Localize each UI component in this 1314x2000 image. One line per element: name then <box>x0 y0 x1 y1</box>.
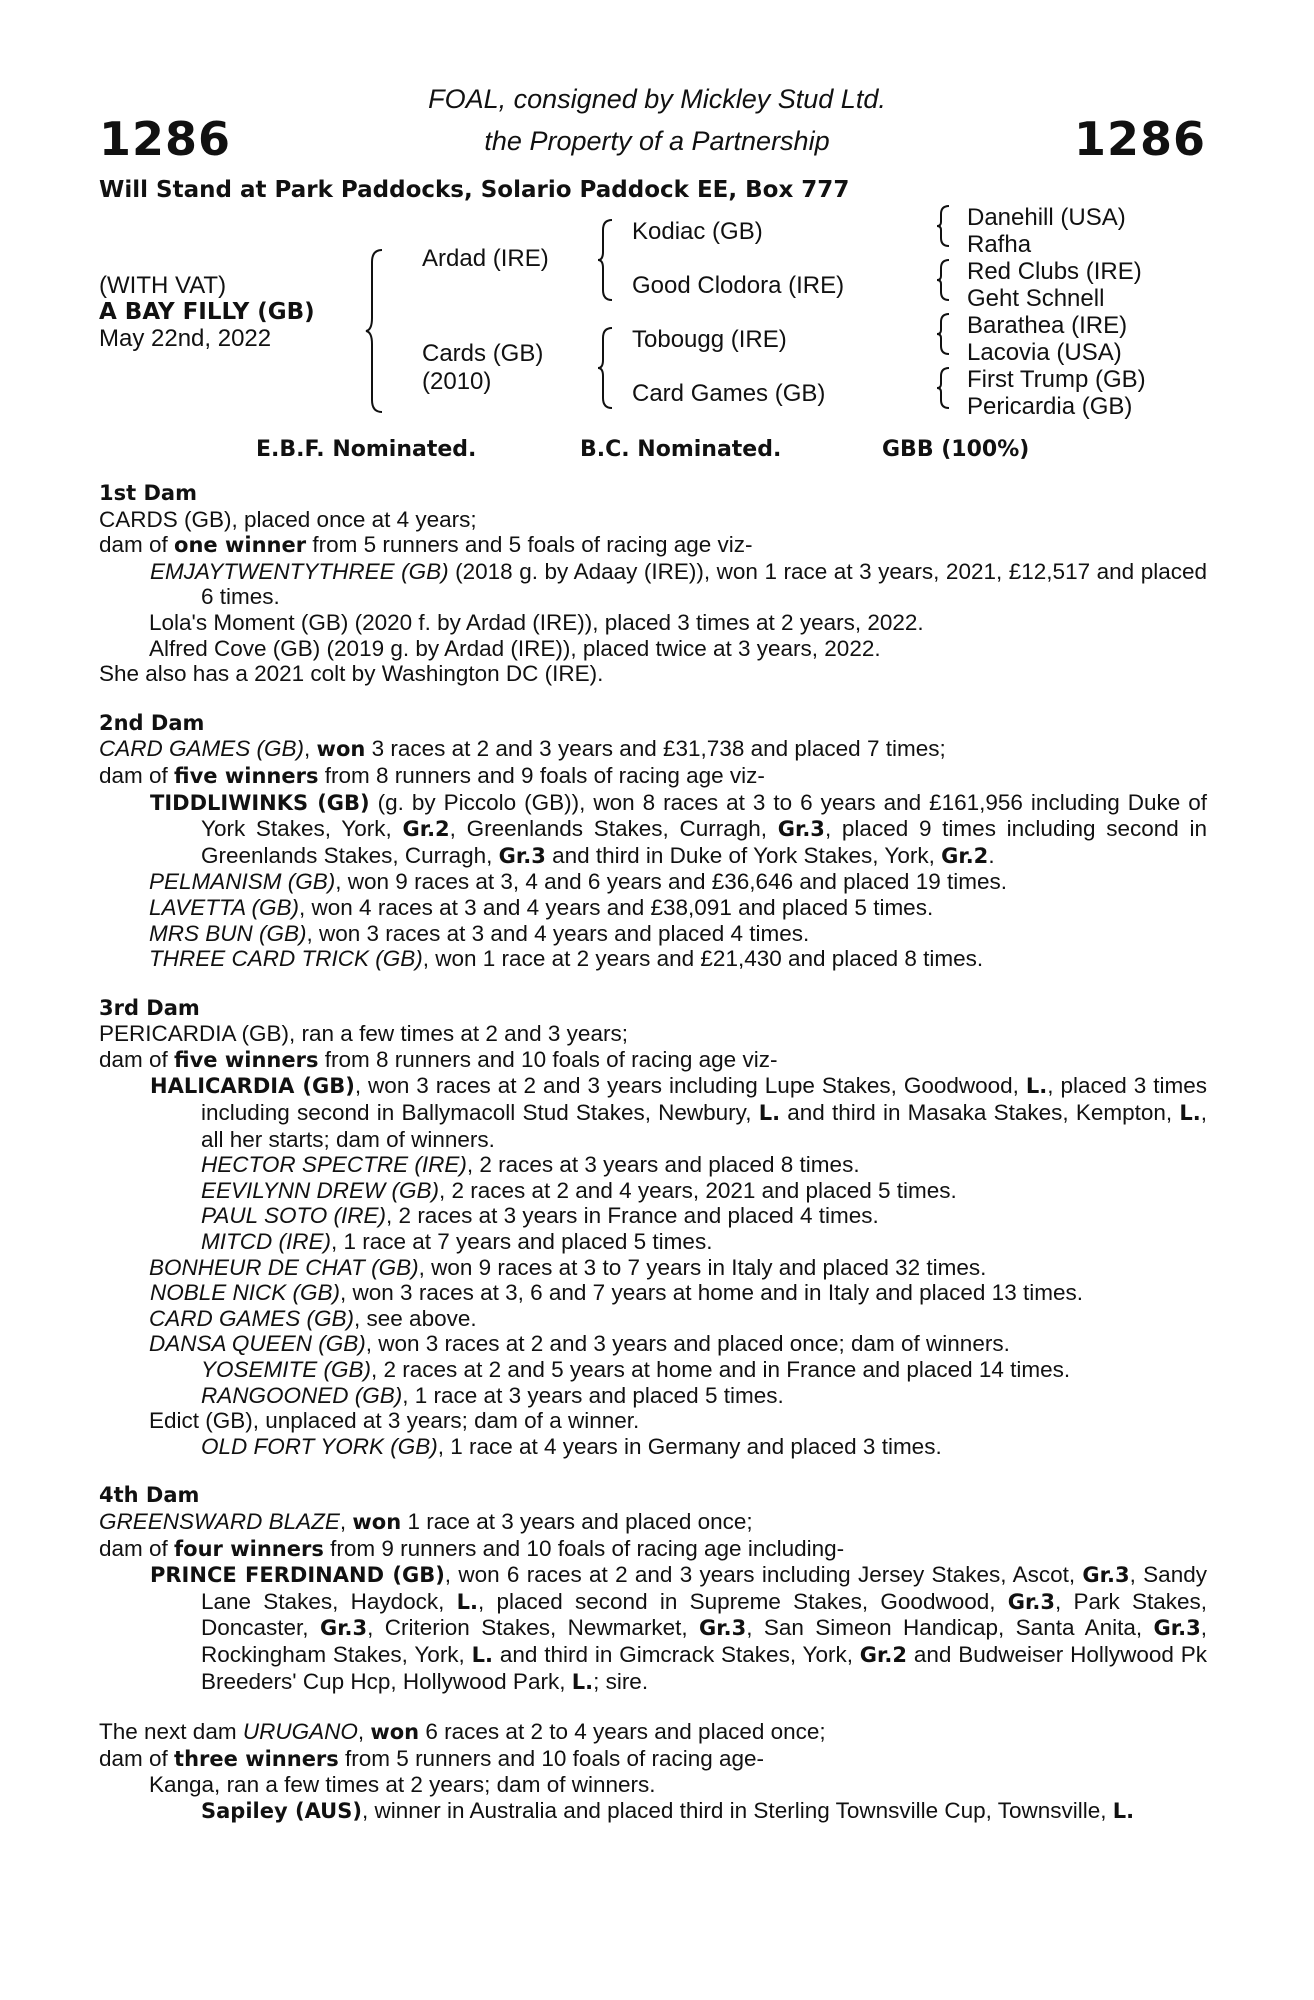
great-grandsire-4: Geht Schnell <box>967 285 1105 312</box>
first-dam-line: CARDS (GB), placed once at 4 years; <box>99 506 477 532</box>
great-grandsire-2: Rafha <box>967 231 1032 258</box>
progeny-entry: LAVETTA (GB), won 4 races at 3 and 4 years and £38,091 and placed 5 times. <box>149 894 934 920</box>
progeny-entry: Lola's Moment (GB) (2020 f. by Ardad (IRE)), placed 3 times at 2 years, 2022. <box>149 609 924 635</box>
next-dam-produce-line: dam of three winners from 5 runners and 10 foals of racing age- <box>99 1745 765 1771</box>
first-dam-produce-line: dam of one winner from 5 runners and 5 foals of racing age viz- <box>99 532 753 558</box>
grandsire-2: Good Clodora (IRE) <box>632 272 845 299</box>
progeny-entry: CARD GAMES (GB), see above. <box>149 1305 477 1331</box>
fourth-dam-heading: 4th Dam <box>99 1483 200 1508</box>
grandsire-3: Tobougg (IRE) <box>632 326 787 353</box>
bc-nomination: B.C. Nominated. <box>580 437 782 462</box>
lot-number-right: 1286 <box>1073 112 1206 166</box>
subject-name: A BAY FILLY (GB) <box>99 299 315 325</box>
grandsire-4: Card Games (GB) <box>632 380 826 407</box>
gbb-status: GBB (100%) <box>882 437 1030 462</box>
property-line: the Property of a Partnership <box>484 126 830 156</box>
sire-parents-brace <box>596 218 616 302</box>
first-dam-heading: 1st Dam <box>99 481 197 505</box>
ggs-brace-1 <box>935 204 953 248</box>
dam-year: (2010) <box>422 368 492 395</box>
progeny-entry: TIDDLIWINKS (GB) (g. by Piccolo (GB)), won 8 races at 3 to 6 years and £161,956 including Duke of York Stakes, York, Gr.2, Greenlands Stakes, Curragh, Gr.3, placed 9 times including second in Greenlands Stakes, Curragh, Gr.3 and third in Duke of York Stakes, York, Gr.2. <box>150 789 1208 868</box>
third-dam-produce-line: dam of five winners from 8 runners and 10 foals of racing age viz- <box>99 1046 778 1072</box>
vat-label: (WITH VAT) <box>99 272 227 299</box>
lot-number-left: 1286 <box>99 112 232 166</box>
progeny-entry: HECTOR SPECTRE (IRE), 2 races at 3 years and placed 8 times. <box>201 1152 860 1178</box>
progeny-entry: EEVILYNN DREW (GB), 2 races at 2 and 4 years, 2021 and placed 5 times. <box>201 1177 957 1203</box>
second-dam-produce-line: dam of five winners from 8 runners and 9 foals of racing age viz- <box>99 762 765 788</box>
second-dam-heading: 2nd Dam <box>99 710 205 735</box>
progeny-entry: Kanga, ran a few times at 2 years; dam of winners. <box>149 1772 656 1798</box>
progeny-entry: DANSA QUEEN (GB), won 3 races at 2 and 3 years and placed once; dam of winners. <box>149 1331 1010 1357</box>
subject-dob: May 22nd, 2022 <box>99 325 272 352</box>
next-dam-line: The next dam URUGANO, won 6 races at 2 to 4 years and placed once; <box>99 1719 826 1745</box>
fourth-dam-produce-line: dam of four winners from 9 runners and 10 foals of racing age including- <box>99 1535 845 1561</box>
great-grandsire-6: Lacovia (USA) <box>967 339 1122 366</box>
great-grandsire-5: Barathea (IRE) <box>967 312 1128 339</box>
catalogue-body <box>99 481 1207 1825</box>
progeny-entry: OLD FORT YORK (GB), 1 race at 4 years in Germany and placed 3 times. <box>201 1433 942 1459</box>
progeny-entry: Alfred Cove (GB) (2019 g. by Ardad (IRE)), placed twice at 3 years, 2022. <box>149 635 881 661</box>
progeny-entry: Edict (GB), unplaced at 3 years; dam of a winner. <box>149 1408 640 1434</box>
progeny-entry: PELMANISM (GB), won 9 races at 3, 4 and 6 years and £36,646 and placed 19 times. <box>149 869 1007 895</box>
great-grandsire-8: Pericardia (GB) <box>967 393 1133 420</box>
progeny-entry: MITCD (IRE), 1 race at 7 years and placed 5 times. <box>201 1229 713 1255</box>
great-grandsire-3: Red Clubs (IRE) <box>967 258 1142 285</box>
third-dam-heading: 3rd Dam <box>99 995 200 1020</box>
progeny-entry: YOSEMITE (GB), 2 races at 2 and 5 years at home and in France and placed 14 times. <box>201 1357 1071 1382</box>
ggs-brace-4 <box>935 366 953 410</box>
ggs-brace-2 <box>935 258 953 302</box>
progeny-entry: MRS BUN (GB), won 3 races at 3 and 4 years and placed 4 times. <box>149 920 810 946</box>
progeny-entry: BONHEUR DE CHAT (GB), won 9 races at 3 to 7 years in Italy and placed 32 times. <box>149 1254 987 1280</box>
progeny-entry: Sapiley (AUS), winner in Australia and placed third in Sterling Townsville Cup, Townsville, L. <box>201 1797 1135 1823</box>
ggs-brace-3 <box>935 312 953 356</box>
progeny-entry: PAUL SOTO (IRE), 2 races at 3 years in France and placed 4 times. <box>201 1203 879 1229</box>
sire-name: Ardad (IRE) <box>422 245 549 272</box>
first-dam-note: She also has a 2021 colt by Washington DC (IRE). <box>99 661 604 687</box>
second-dam-line: CARD GAMES (GB), won 3 races at 2 and 3 years and £31,738 and placed 7 times; <box>99 736 946 762</box>
progeny-entry: PRINCE FERDINAND (GB), won 6 races at 2 and 3 years including Jersey Stakes, Ascot, Gr.3, Sandy Lane Stakes, Haydock, L., placed second in Supreme Stakes, Goodwood, Gr.3, Park Stakes, Doncaster, Gr.3, Criterion Stakes, Newmarket, Gr.3, San Simeon Handicap, Santa Anita, Gr.3, Rockingham Stakes, York, L. and third in Gimcrack Stakes, York, Gr.2 and Budweiser Hollywood Pk Breeders' Cup Hcp, Hollywood Park, L.; sire. <box>150 1562 1208 1694</box>
grandsire-1: Kodiac (GB) <box>632 218 763 245</box>
dam-name: Cards (GB) <box>422 340 544 367</box>
fourth-dam-line: GREENSWARD BLAZE, won 1 race at 3 years and placed once; <box>99 1508 753 1534</box>
great-grandsire-1: Danehill (USA) <box>967 204 1126 231</box>
progeny-entry: RANGOONED (GB), 1 race at 3 years and placed 5 times. <box>201 1382 784 1408</box>
progeny-entry: THREE CARD TRICK (GB), won 1 race at 2 years and £21,430 and placed 8 times. <box>149 946 984 972</box>
ebf-nomination: E.B.F. Nominated. <box>256 437 477 462</box>
dam-parents-brace <box>596 326 616 410</box>
sire-dam-brace <box>364 248 386 414</box>
consigned-line: FOAL, consigned by Mickley Stud Ltd. <box>428 84 886 114</box>
great-grandsire-7: First Trump (GB) <box>967 366 1146 393</box>
stand-line: Will Stand at Park Paddocks, Solario Paddock EE, Box 777 <box>99 177 850 203</box>
third-dam-line: PERICARDIA (GB), ran a few times at 2 and 3 years; <box>99 1021 628 1047</box>
progeny-entry: EMJAYTWENTYTHREE (GB) (2018 g. by Adaay (IRE)), won 1 race at 3 years, 2021, £12,517 and placed 6 times. <box>150 558 1207 610</box>
progeny-entry: HALICARDIA (GB), won 3 races at 2 and 3 years including Lupe Stakes, Goodwood, L., placed 3 times including second in Ballymacoll Stud Stakes, Newbury, L. and third in Masaka Stakes, Kempton, L., all her starts; dam of winners. <box>150 1073 1207 1152</box>
progeny-entry: NOBLE NICK (GB), won 3 races at 3, 6 and 7 years at home and in Italy and placed 13 times. <box>150 1280 1083 1306</box>
